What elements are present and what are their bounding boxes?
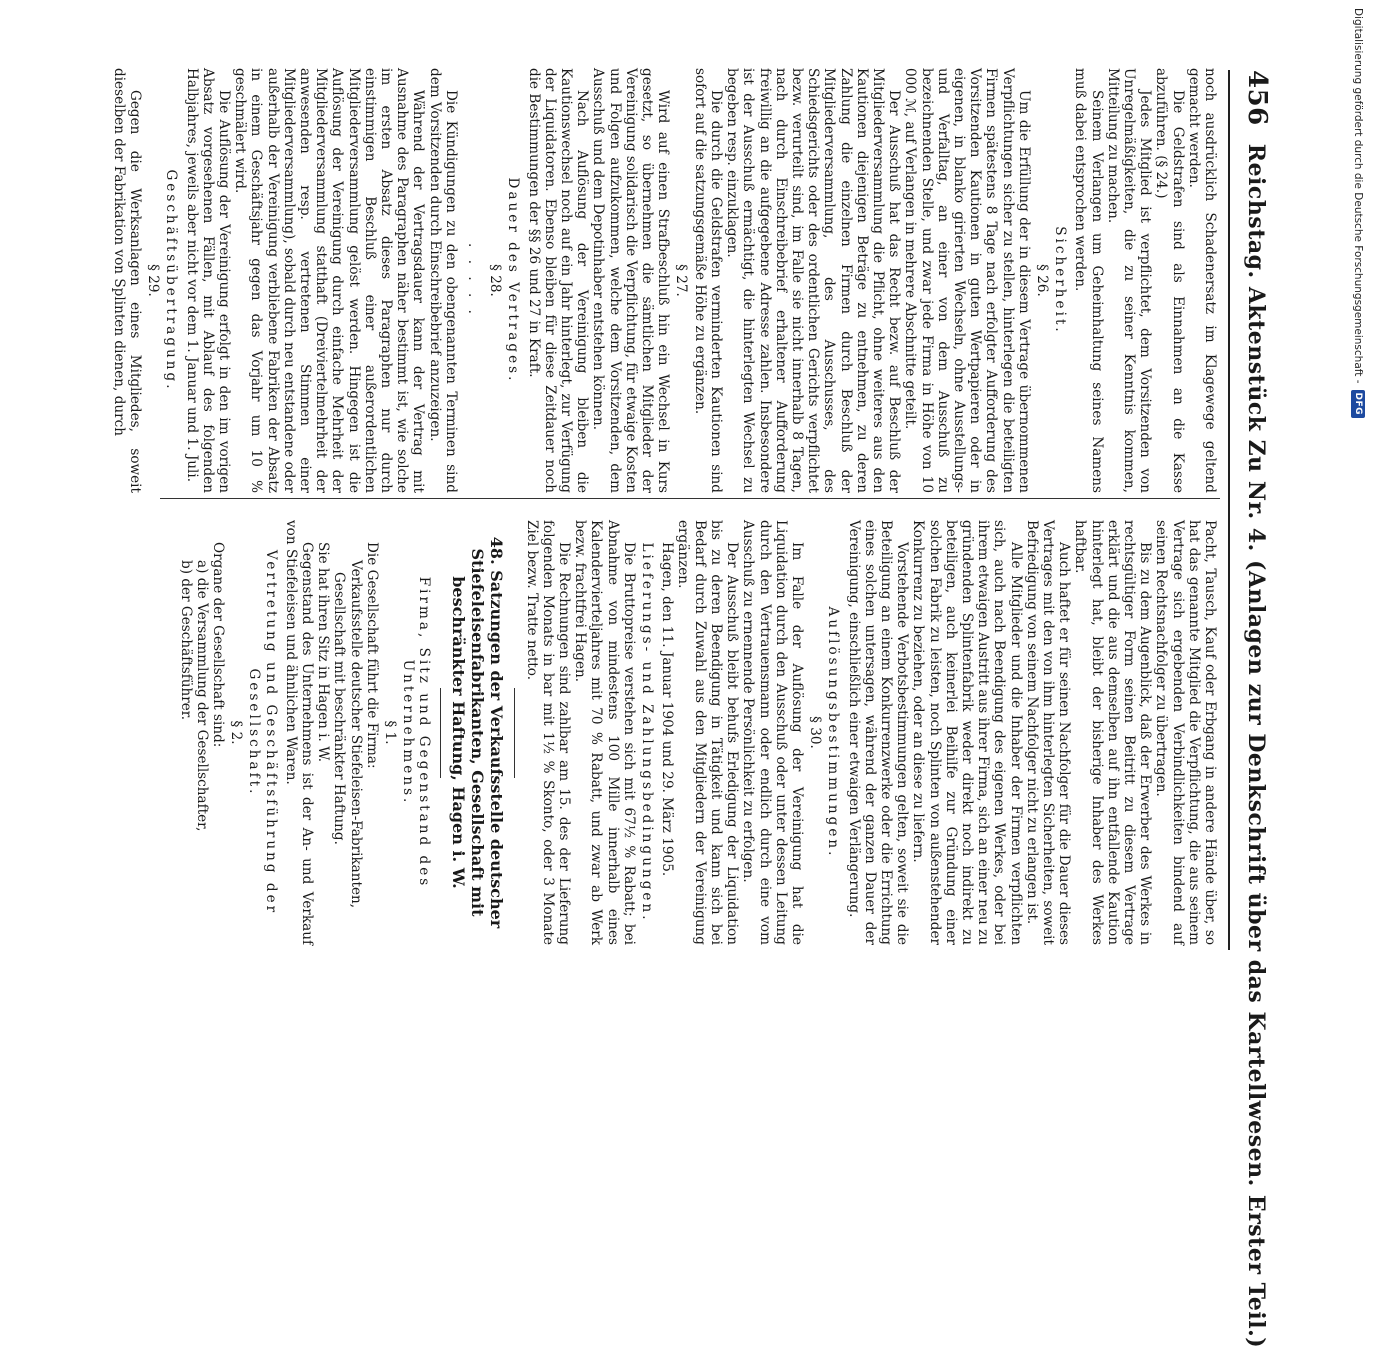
paragraph: Wird auf einen Strafbeschluß hin ein Wechsel in Kurs gesetzt, so übernehmen die sämtlichen Mitglieder der Vereinigung solidarisch die Verpflichtung, für etwaige Kosten und Folgen aufzukommen, welche dem Vorsitzenden, dem Ausschuß und dem Depotinhaber entstehen können. [590,68,672,493]
paragraph: Während der Vertragsdauer kann der Vertrag mit Ausnahme des Paragraphen näher bestimmt ist, wie solche im ersten Absatz dieses Paragraphen nur durch einstimmigen Beschluß einer außerordentlichen Mitgliederversammlung gelöst werden. Hingegen ist die Auflösung der Vereinigung durch einfache Mehrheit der Mitgliederversammlung statthaft (Dreiviertelmehrheit der anwesenden resp. vertretenen Stimmen einer Mitgliederversammlung), sobald durch neu entstandene oder außerhalb der Vereinigung verbliebene Fabriken der Absatz in einem Geschäftsjahr gegen das Vorjahr um 10 % geschmälert wird. [232,68,427,493]
paragraph: Die durch die Geldstrafen verminderten Kautionen sind sofort auf die satzungsgemäße Höhe zu ergänzen. [691,68,724,493]
paragraph: Organe der Gesellschaft sind: [210,542,227,748]
paragraph: Die Geldstrafen sind als Einnahmen an die Kasse abzuführen. (§ 24.) [1153,68,1186,493]
scanned-page [95,0,1290,1348]
section-heading: Firma, Sitz und Gegenstand des Unternehmens. [400,576,433,889]
left-column [111,68,1218,493]
page-title: Reichstag. Aktenstück Zu Nr. 4. (Anlagen zur Denkschrift über das Kartellwesen. Erster Teil.) [1243,143,1269,1348]
paragraph: Die Gesellschaft führt die Firma: [363,542,380,769]
dfg-logo-icon: DFG [1351,390,1365,419]
paragraph: Die Kündigungen zu den obengenannten Terminen sind dem Vorsitzenden durch Einschreibebrief anzuzeigen. [426,68,459,493]
paragraph: Jedes Mitglied ist verpflichtet, dem Vorsitzenden von Unregelmäßigkeiten, die zu seiner Kenntnis kommen, Mitteilung zu machen. [1104,68,1154,493]
paragraph: Bis zu dem Augenblick, daß der Erwerber des Werkes in rechtsgültiger Form seinen Beitritt zu diesem Vertrage erklärt und die aus demselben auf ihn entfallende Kaution hinterlegt hat, bleibt der bisherige Inhaber des Werkes haftbar. [1072,520,1154,945]
paragraph-number: § 30. [807,716,824,749]
indented-line: a) die Versammlung der Gesellschafter, [193,560,210,832]
header-rule [1228,70,1230,950]
page-header [1232,70,1272,1348]
indented-line: Gesellschaft mit beschränkter Haftung. [331,572,348,845]
paragraph-number: § 29. [145,264,162,297]
document-title: 48. Satzungen der Verkaufsstelle deutscher Stiefeleisenfabrikanten, Gesellschaft mit beschränkter Haftung, Hagen i. W. [449,536,507,929]
separator-rule [514,688,515,778]
paragraph: noch ausdrücklich Schadenersatz im Klagewege geltend gemacht werden. [1185,68,1218,493]
separator-rule [440,688,441,778]
paragraph: Der Ausschuß hat das Recht bezw. auf Beschluß der Mitgliederversammlung die Pflicht, ohne weiteres aus den Kautionen diejenigen Beträge zu entnehmen, zu deren Zahlung die einzelnen Firmen durch Beschluß der Mitgliederversammlung, des Ausschusses, des Schiedsgerichts oder des ordentlichen Gerichts verpflichtet bezw. verurteilt sind, im Falle sie nicht innerhalb 8 Tagen, nach durch Einschreibebrief erhaltener Aufforderung freiwillig an die aufgegebene Adresse zahlen. Insbesondere ist der Ausschuß ermächtigt, die hinterlegten Wechsel zu begeben resp. einzuklagen. [724,68,903,493]
paragraph: Die Bruttopreise verstehen sich mit 67½ % Rabatt; bei Abnahme von mindestens 100 Mille innerhalb eines Kalendervierteljahres mit 70 % Rabatt, und zwar ab Werk bezw. frachtfrei Hagen. [572,520,637,945]
paragraph: Auch haftet er für seinen Nachfolger für die Dauer dieses Vertrages mit den von ihm hinterlegten Sicherheiten, soweit Befriedigung von seinem Nachfolger nicht zu erlangen ist. [1023,520,1073,945]
omission-dots: . . . . . [465,243,482,318]
paragraph: Um die Erfüllung der in diesem Vertrage übernommenen Verpflichtungen sicher zu stellen, hinterlegen die beteiligten Firmen spätestens 8 Tage nach erfolgter Aufforderung des Vorsitzenden Kautionen in guten Wertpapieren oder in eigenen, in blanko girierten Wechseln, ohne Ausstellungs- und Verfalltag, an einer von dem Ausschuß zu bezeichnenden Stelle, und zwar jede Firma in Höhe von 10 000 ℳ, auf Verlangen in mehrere Abschnitte geteilt. [902,68,1032,493]
paragraph: Die Rechnungen sind zahlbar am 15. des der Lieferung folgenden Monats in bar mit 1½ % Skonto, oder 3 Monate Ziel bezw. Tratte netto. [523,520,573,945]
right-column [177,520,1218,945]
section-heading: Dauer des Vertrages. [505,177,522,384]
sidebar-credit: Digitalisierung gefördert durch die Deutsche Forschungsgemeinschaft - [1352,8,1364,384]
section-heading: Sicherheit. [1052,226,1069,335]
paragraph-number: § 28. [487,264,504,297]
digitization-sidebar [1352,6,1383,996]
paragraph: Gegen die Werksanlagen eines Mitgliedes, soweit dieselben der Fabrikation von Splinten dienen, durch [110,68,143,493]
section-heading: Auflösungsbestimmungen. [825,606,842,859]
paragraph: Pacht, Tausch, Kauf oder Erbgang in andere Hände über, so hat das genannte Mitglied die Verpflichtung, die aus seinem Vertrage sich ergebenden Verbindlichkeiten bindend auf seinen Rechtsnachfolger zu übertragen. [1153,520,1218,945]
column-divider [160,498,1220,499]
paragraph-number: § 27. [673,264,690,297]
paragraph: Im Falle der Auflösung der Vereinigung hat die Liquidation durch den Ausschuß oder unter dessen Leitung durch den Vertrauensmann oder endlich durch eine vom Ausschuß zu ernennende Persönlichkeit zu erfolgen. [740,520,805,945]
paragraph-number: § 1. [382,720,399,745]
paragraph: Vorstehende Verbotsbestimmungen gelten, soweit sie die Beteiligung an einem Konkurrenzwerke oder die Errichtung eines solchen untersagen, während der ganzen Dauer der Vereinigung, einschließlich einer etwaigen Verlängerung. [845,520,911,945]
section-heading: Lieferungs- und Zahlungsbedingungen. [639,542,656,923]
paragraph-number: § 2. [228,720,245,745]
section-heading: Geschäftsübertragung. [163,169,180,392]
indented-line: b) der Geschäftsführer. [177,560,194,721]
paragraph-number: § 26. [1033,264,1050,297]
paragraph: Die Auflösung der Vereinigung erfolgt in den im vorigen Absatz vorgesehenen Fällen, mit Ablauf des folgenden Halbjahres, jeweils aber nicht vor dem 1. Januar und 1. Juli. [183,68,233,493]
paragraph: Der Ausschuß bleibt behufs Erledigung der Liquidation bis zu deren Beendigung in Tätigkeit und kann sich bei Bedarf durch Zuwahl aus den Mitgliedern der Vereinigung ergänzen. [675,520,741,945]
paragraph: Alle Mitglieder und die Inhaber der Firmen verpflichten sich, auch nach Beendigung des eigenen Werkes, oder bei ihrem etwaigen Austritt aus ihrer Firma, sich an einer neu zu gründenden Splintenfabrik weder direkt noch indirekt zu beteiligen, auch keinerlei Beihilfe zur Gründung einer solchen Fabrik zu leisten, noch Splinten von außenstehender Konkurrenz zu beziehen, oder an diese zu liefern. [910,520,1024,945]
paragraph: Gegenstand des Unternehmens ist der An- und Verkauf von Stiefeleisen und ähnlichen Waren. [282,520,316,945]
indented-line: Verkaufsstelle deutscher Stiefeleisen-Fabrikanten, [347,560,364,909]
paragraph: Sie hat ihren Sitz in Hagen i. W. [315,542,332,763]
paragraph: Hagen, den 11. Januar 1904 und 29. März 1905. [659,542,676,877]
paragraph: Nach Auflösung der Vereinigung bleiben die Kautionswechsel noch auf ein Jahr hinterlegt, zur Verfügung der Liquidatoren. Ebenso bleiben für diese Zeitdauer noch die Bestimmungen der §§ 26 und 27 in Kraft. [525,68,591,493]
section-heading: Vertretung und Geschäftsführung der Gesellschaft. [246,549,279,916]
page-number: 456 [1242,70,1272,126]
paragraph: Seinem Verlangen um Geheimhaltung seines Namens muß dabei entsprochen werden. [1072,68,1105,493]
